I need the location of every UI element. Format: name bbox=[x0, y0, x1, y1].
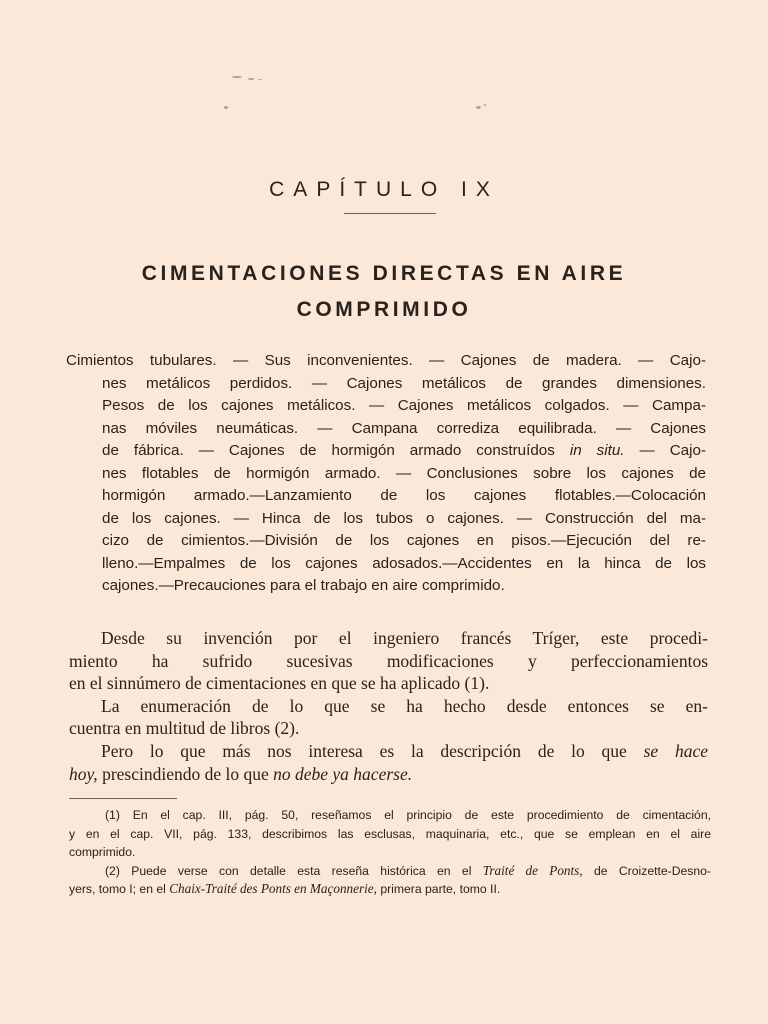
chapter-summary bbox=[66, 350, 706, 598]
summary-text: — Cajo- bbox=[624, 442, 706, 459]
body-italic: hoy, bbox=[69, 763, 98, 784]
chapter-heading: CAPÍTULO IX bbox=[269, 178, 499, 201]
footnote-text: (2) Puede verse con detalle esta reseña histórica en el bbox=[105, 863, 472, 878]
summary-line: nes metálicos perdidos. — Cajones metálicos de grandes dimensiones. bbox=[102, 374, 706, 392]
footnote-text: yers, tomo I; en el bbox=[69, 882, 166, 896]
footnote-italic: Traité de Ponts, bbox=[482, 862, 583, 878]
body-line: Desde su invención por el ingeniero francés Tríger, este procedi- bbox=[101, 628, 708, 648]
body-italic: se hace bbox=[643, 740, 709, 761]
footnote-text: primera parte, tomo II. bbox=[376, 882, 501, 896]
footnote-line: y en el cap. VII, pág. 133, describimos las esclusas, maquinaria, etc., que se emplean en el aire bbox=[69, 826, 711, 841]
summary-line: Pesos de los cajones metálicos. — Cajones metálicos colgados. — Campa- bbox=[102, 397, 706, 414]
chapter-title-line-2: COMPRIMIDO bbox=[296, 298, 472, 321]
body-text bbox=[69, 627, 708, 785]
summary-line: nas móviles neumáticas. — Campana corrediza equilibrada. — Cajones bbox=[102, 419, 706, 437]
body-line: cuentra en multitud de libros (2). bbox=[69, 718, 300, 739]
paper-specks bbox=[222, 70, 522, 120]
summary-line: Cimientos tubulares. — Sus inconvenientes. — Cajones de madera. — Cajo- bbox=[66, 352, 706, 369]
summary-line: de los cajones. — Hinca de los tubos o cajones. — Construcción del ma- bbox=[102, 509, 706, 527]
heading-rule bbox=[344, 213, 436, 214]
body-line: miento ha sufrido sucesivas modificaciones y perfeccionamientos bbox=[69, 650, 708, 671]
chapter-title bbox=[0, 256, 768, 328]
body-italic: no debe ya hacerse. bbox=[273, 763, 413, 784]
summary-line: cizo de cimientos.—División de los cajones en pisos.—Ejecución del re- bbox=[102, 532, 706, 549]
footnotes bbox=[69, 806, 711, 899]
footnote-text: de Croizette-Desno- bbox=[582, 863, 711, 878]
summary-line: lleno.—Empalmes de los cajones adosados.—Accidentes en la hinca de los bbox=[102, 554, 706, 572]
footnote-line bbox=[69, 862, 711, 881]
summary-line: nes flotables de hormigón armado. — Conclusiones sobre los cajones de bbox=[102, 464, 706, 482]
footnote-rule bbox=[69, 798, 177, 799]
footnote-line: (1) En el cap. III, pág. 50, reseñamos el principio de este procedimiento de cimentación, bbox=[105, 808, 711, 822]
summary-line bbox=[102, 440, 706, 463]
body-text-run: prescindiendo de lo que bbox=[97, 763, 269, 784]
footnote-line bbox=[69, 880, 711, 899]
body-line bbox=[69, 763, 708, 786]
summary-line: cajones.—Precauciones para el trabajo en aire comprimido. bbox=[102, 577, 505, 594]
body-line: en el sinnúmero de cimentaciones en que se ha aplicado (1). bbox=[69, 673, 490, 694]
footnote-line: comprimido. bbox=[69, 845, 136, 859]
summary-text: de fábrica. — Cajones de hormigón armado construídos bbox=[102, 442, 555, 459]
body-line: La enumeración de lo que se ha hecho desde entonces se en- bbox=[101, 695, 708, 716]
chapter-title-line-1: CIMENTACIONES DIRECTAS EN AIRE bbox=[141, 262, 627, 285]
summary-line: hormigón armado.—Lanzamiento de los cajones flotables.—Colocación bbox=[102, 487, 706, 504]
summary-italic: in situ. bbox=[569, 442, 625, 459]
body-line bbox=[69, 740, 708, 763]
body-text-run: Pero lo que más nos interesa es la descripción de lo que bbox=[101, 740, 627, 761]
footnote-italic: Chaix-Traité des Ponts en Maçonnerie, bbox=[169, 881, 377, 896]
